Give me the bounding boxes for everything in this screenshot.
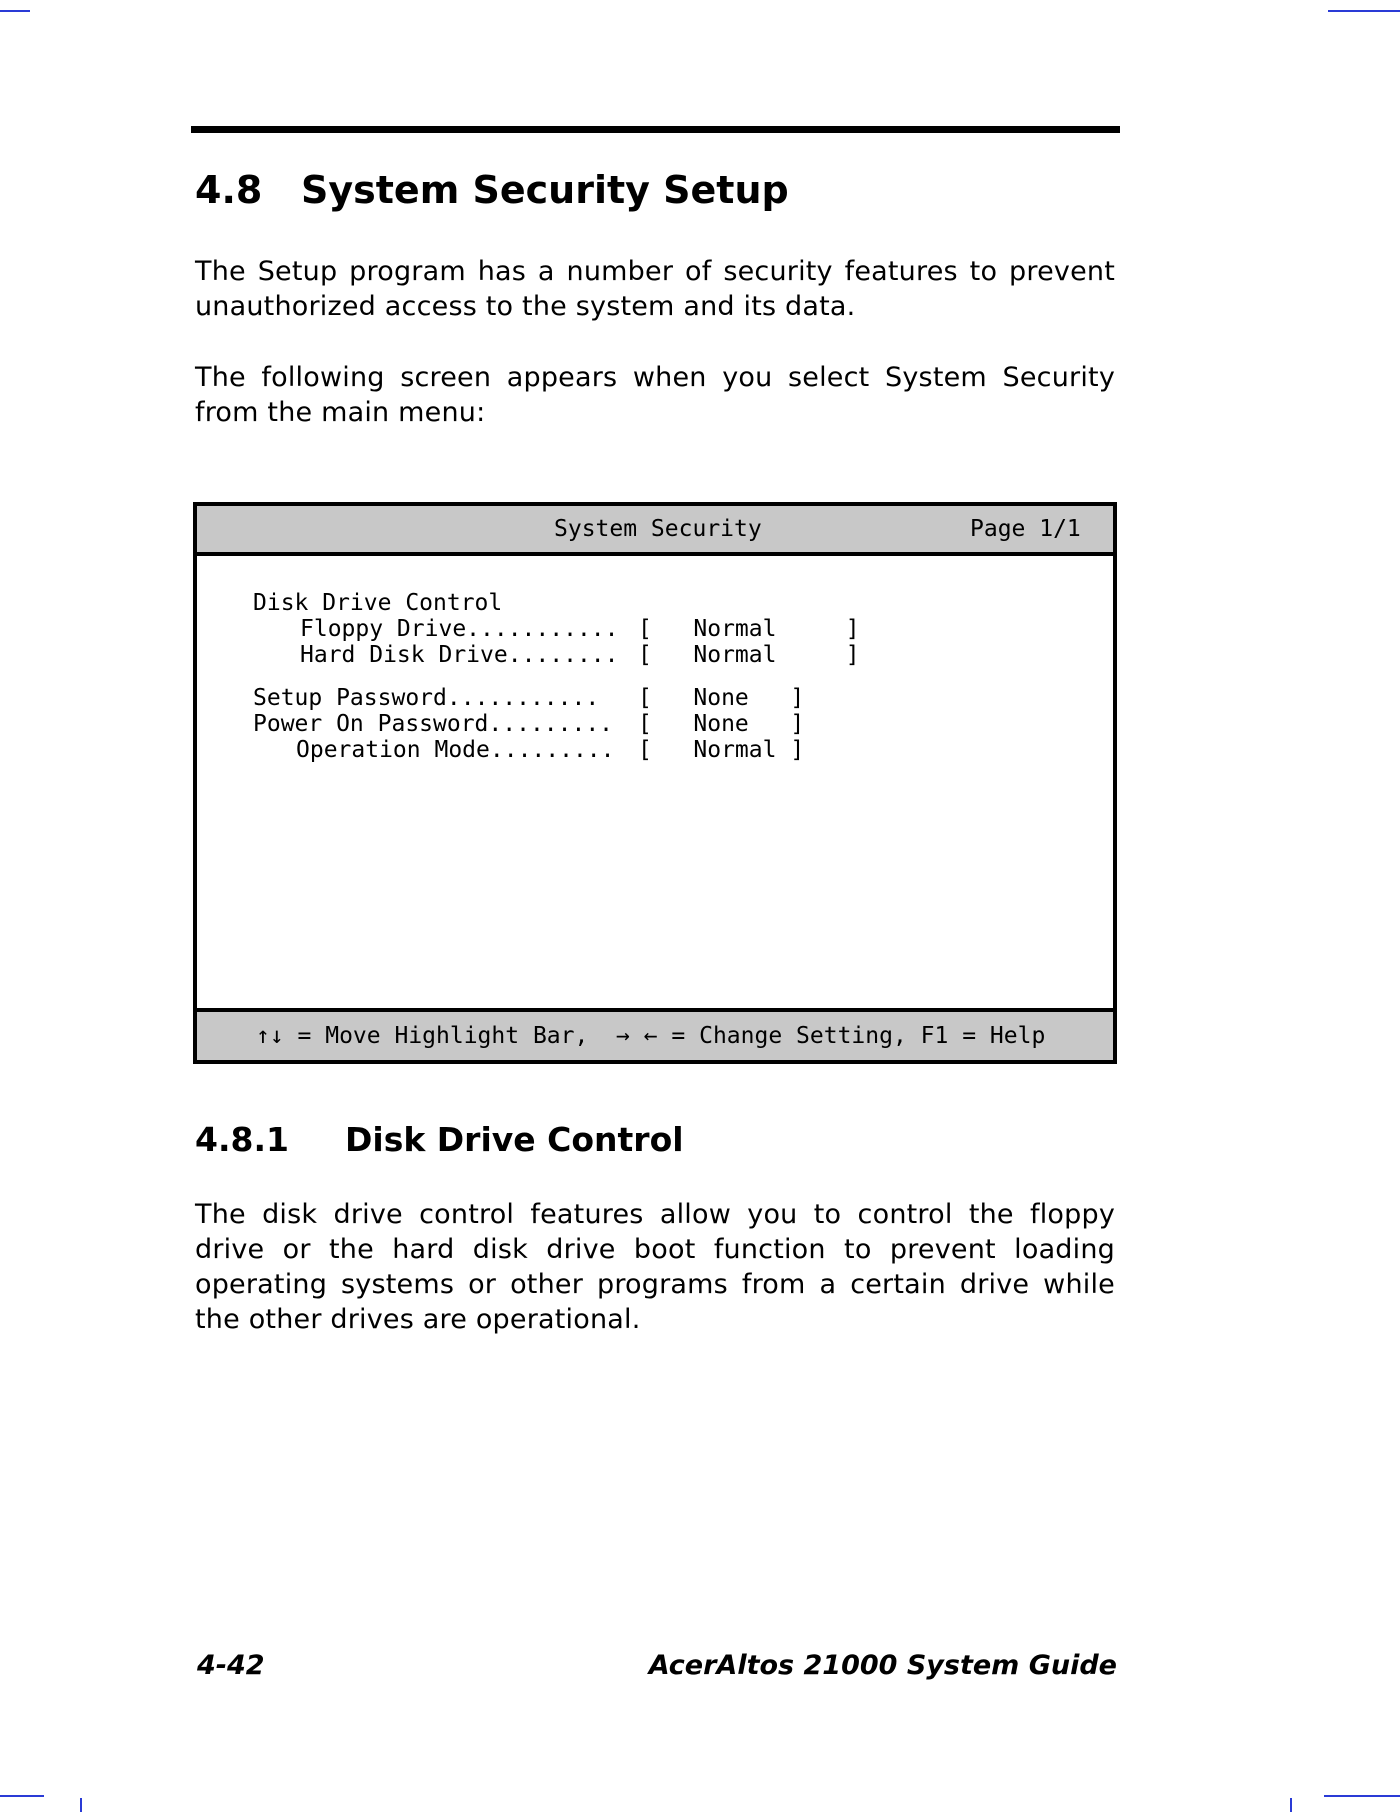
crop-mark [1324, 1795, 1400, 1797]
bios-screen [193, 502, 1117, 1064]
section-title: System Security Setup [301, 168, 789, 212]
setting-value: None [693, 711, 749, 737]
setting-label: Setup Password........... [253, 685, 600, 711]
screen-intro-paragraph: The following screen appears when you select System Security from the main menu: [195, 362, 1115, 428]
group-heading-disk-drive-control: Disk Drive Control [253, 590, 503, 616]
crop-mark [1328, 10, 1400, 12]
setting-value: None [693, 685, 749, 711]
subsection-number: 4.8.1 [195, 1120, 289, 1159]
setting-value: Normal [693, 737, 777, 763]
crop-mark [0, 1795, 44, 1797]
setting-value-operation-mode[interactable]: [ Normal ] [638, 737, 805, 763]
setting-value-floppy-drive[interactable]: [ Normal ] [638, 616, 860, 642]
setting-label: Power On Password......... [253, 711, 614, 737]
top-rule [191, 126, 1120, 133]
setting-value-power-on-password[interactable]: [ None ] [638, 711, 805, 737]
setting-value: Normal [693, 642, 777, 668]
crop-mark [1290, 1798, 1292, 1812]
setting-value-setup-password[interactable]: [ None ] [638, 685, 805, 711]
subsection-title: Disk Drive Control [345, 1120, 684, 1159]
crop-mark [80, 1798, 82, 1812]
bios-page-indicator: Page 1/1 [970, 516, 1081, 542]
section-number: 4.8 [195, 168, 263, 212]
bios-key-help: ↑↓ = Move Highlight Bar, → ← = Change Setting, F1 = Help [256, 1023, 1046, 1049]
section-heading [195, 168, 789, 212]
bios-body [197, 556, 1113, 1000]
subsection-heading [195, 1120, 684, 1159]
setting-label: Floppy Drive........... [300, 616, 619, 642]
setting-value-hard-disk-drive[interactable]: [ Normal ] [638, 642, 860, 668]
crop-mark [0, 10, 30, 12]
bios-title: System Security [554, 516, 762, 542]
page-number: 4-42 [197, 1650, 265, 1681]
bios-title-bar [197, 506, 1113, 556]
intro-paragraph: The Setup program has a number of security features to prevent unauthorized access to the system and its data. [195, 256, 1115, 322]
bios-footer-bar [197, 1008, 1113, 1060]
setting-label: Hard Disk Drive........ [300, 642, 619, 668]
disk-drive-control-paragraph: The disk drive control features allow you to control the floppy drive or the hard disk drive boot function to prevent loading operating systems or other programs from a certain drive while the other drives are operational. [195, 1199, 1115, 1335]
guide-title: AcerAltos 21000 System Guide [648, 1650, 1117, 1681]
setting-value: Normal [693, 616, 777, 642]
setting-label: Operation Mode......... [296, 737, 615, 763]
